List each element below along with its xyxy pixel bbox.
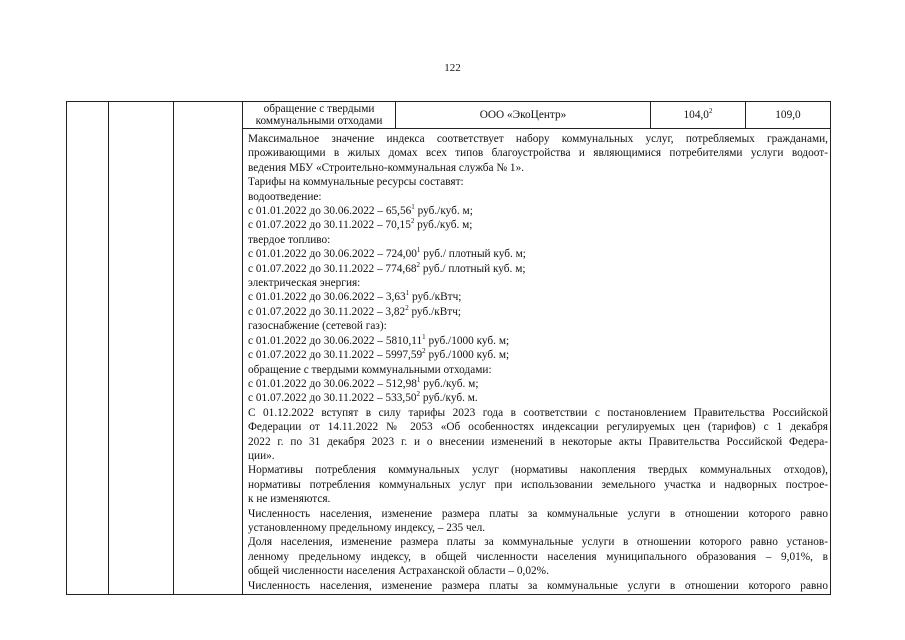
footnote-marker: 2 (405, 304, 409, 313)
tariff-text: с 01.01.2022 до 30.06.2022 – 3,63 (248, 291, 406, 304)
text-line: Численность населения, изменение размера платы за коммунальные услуги в отношении которого равно (248, 579, 828, 592)
table-border-right (830, 101, 831, 595)
text-line: нормативы потребления коммунальных услуг при использовании земельного участка и надворных построе- (248, 478, 828, 491)
column-divider (173, 101, 174, 595)
footnote-marker: 2 (416, 261, 420, 269)
tariff-text: с 01.01.2022 до 30.06.2022 – 65,56 (248, 205, 412, 218)
text-line: С 01.12.2022 вступят в силу тарифы 2023 года в соответствии с постановлением Правительства Российской (248, 406, 828, 419)
text-line: проживающими в жилых домах всех типов благоустройства и являющимися потребителями услуги водоот- (248, 147, 828, 160)
column-divider (242, 101, 243, 595)
tariff-text: с 01.07.2022 до 30.11.2022 – 5997,59 (248, 349, 423, 362)
tariff-unit: руб./куб. м. (420, 392, 478, 405)
footnote-marker: 2 (416, 391, 420, 399)
organization-cell: ООО «ЭкоЦентр» (479, 109, 567, 121)
index-value-cell: 104,0$^2$ (683, 107, 713, 121)
table-border-left (66, 101, 67, 595)
footnote-marker: 1 (405, 290, 410, 298)
text-line: ленному предельному индексу, в общей численности населения муниципального образования – 9,01%, в (248, 550, 828, 563)
text-line (248, 218, 828, 232)
text-line (248, 348, 828, 362)
text-line: установленному предельному индексу, – 235 чел. (248, 521, 486, 534)
service-cell: обращение с твердыми коммунальными отходами (255, 103, 383, 127)
footnote-marker: 1 (416, 247, 421, 255)
text-line (248, 377, 828, 391)
tariff-description (248, 132, 828, 593)
text-line (248, 334, 828, 348)
tariff-unit: руб./куб. м; (414, 219, 473, 232)
text-line (248, 204, 828, 218)
text-line (248, 290, 828, 304)
text-line (248, 305, 828, 319)
tariff-unit: руб./кВтч; (409, 291, 462, 304)
text-line: Федерации от 14.11.2022 № 2053 «Об особенностях индексации регулируемых цен (тарифов) с 1 декабря (248, 421, 828, 434)
index-value-cell: 109,0 (775, 109, 801, 121)
tariff-text: с 01.07.2022 до 30.11.2022 – 70,15 (248, 219, 411, 232)
tariff-text: с 01.07.2022 до 30.11.2022 – 533,50 (248, 392, 417, 405)
text-line: водоотведение: (248, 190, 322, 203)
tariff-text: с 01.07.2022 до 30.11.2022 – 3,82 (248, 305, 406, 318)
text-line: обращение с твердыми коммунальными отходами: (248, 363, 492, 376)
tariff-unit: руб./ плотный куб. м; (420, 248, 526, 261)
footnote-marker: 2 (422, 348, 426, 356)
tariff-unit: руб./1000 куб. м; (425, 334, 510, 347)
text-line: ведения МБУ «Строительно-коммунальная служба № 1». (248, 161, 525, 174)
text-line (248, 262, 828, 276)
text-line: Нормативы потребления коммунальных услуг (нормативы накопления твердых коммунальных отходов), (248, 464, 828, 477)
text-line (248, 391, 828, 405)
tariff-text: с 01.01.2022 до 30.06.2022 – 5810,11 (248, 334, 423, 347)
column-divider (108, 101, 109, 595)
footnote-marker: 1 (416, 376, 421, 385)
tariff-table (66, 101, 831, 595)
text-line: Численность населения, изменение размера платы за коммунальные услуги в отношении которого равно (248, 507, 828, 520)
text-line: Доля населения, изменение размера платы за коммунальные услуги в отношении которого равно установ- (248, 536, 828, 549)
table-border-top (66, 101, 831, 102)
text-line (248, 247, 828, 261)
row-divider (242, 128, 831, 129)
text-line: к не изменяются. (248, 493, 331, 506)
text-line: ции». (248, 449, 275, 462)
footnote-marker: 1 (422, 333, 426, 341)
text-line: 2022 г. по 31 декабря 2023 г. и о внесении изменений в некоторые акты Правительства Российской Федера- (248, 435, 828, 448)
footnote-marker: 1 (411, 204, 415, 212)
text-line: Тарифы на коммунальные ресурсы составят: (248, 176, 464, 189)
tariff-unit: руб./1000 куб. м; (425, 349, 510, 362)
page-number: 122 (444, 62, 461, 74)
text-line: электрическая энергия: (248, 277, 361, 290)
tariff-unit: руб./кВтч; (408, 305, 462, 318)
footnote-marker: 2 (410, 218, 415, 226)
tariff-unit: руб./куб. м; (420, 377, 479, 390)
tariff-text: с 01.01.2022 до 30.06.2022 – 724,00 (248, 248, 417, 261)
table-border-bottom (66, 594, 831, 595)
tariff-unit: руб./куб. м; (414, 205, 473, 218)
tariff-text: с 01.07.2022 до 30.11.2022 – 774,68 (248, 262, 417, 275)
text-line: газоснабжение (сетевой газ): (248, 320, 387, 333)
text-line: твердое топливо: (248, 233, 331, 246)
tariff-text: с 01.01.2022 до 30.06.2022 – 512,98 (248, 377, 417, 390)
text-line: общей численности населения Астраханской области – 0,02%. (248, 565, 549, 578)
tariff-unit: руб./ плотный куб. м; (420, 262, 526, 275)
text-line: Максимальное значение индекса соответствует набору коммунальных услуг, потребляемых гражданами, (248, 133, 828, 145)
